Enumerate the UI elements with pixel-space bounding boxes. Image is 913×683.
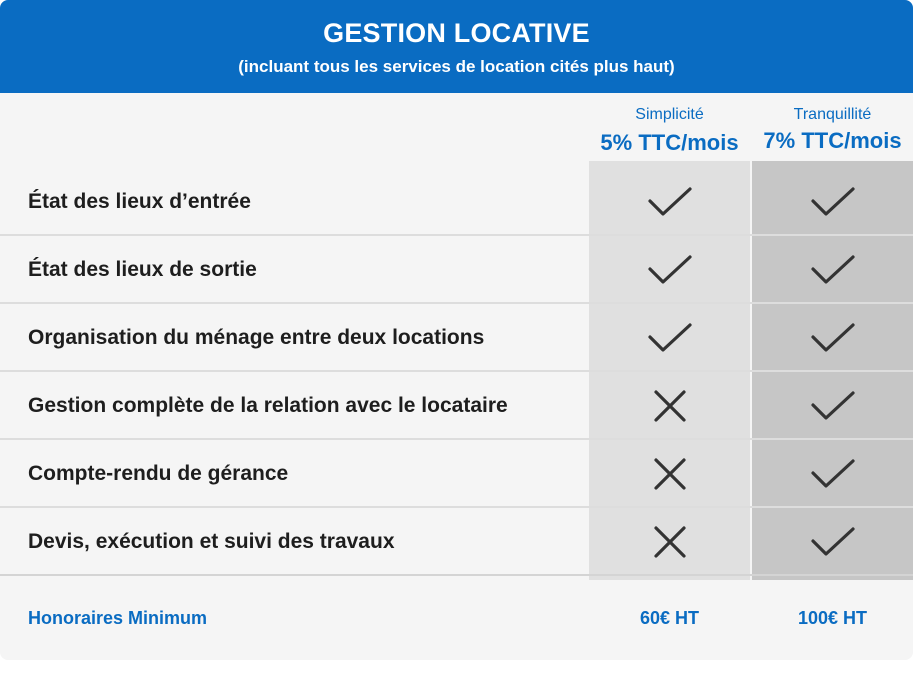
feature-row [0,440,913,508]
feature-label: État des lieux d’entrée [28,190,251,213]
simplicite-cell [589,236,750,304]
simplicite-cell [589,304,750,372]
check-icon [648,255,692,285]
feature-label: Devis, exécution et suivi des travaux [28,530,395,553]
cross-icon [653,457,687,491]
simplicite-cell [589,372,750,440]
feature-row [0,508,913,576]
tranquillite-cell [752,236,913,304]
check-icon [648,323,692,353]
tranquillite-cell [752,168,913,236]
feature-label: Compte-rendu de gérance [28,462,289,485]
tranquillite-cell [752,372,913,440]
plan-price-tranquillite: 7% TTC/mois [763,128,902,153]
cross-icon [653,525,687,559]
check-icon [811,459,855,489]
feature-row [0,236,913,304]
table-header [0,0,913,93]
simplicite-cell [589,168,750,236]
cross-icon [653,389,687,423]
feature-row [0,168,913,236]
feature-row [0,372,913,440]
check-icon [811,187,855,217]
plan-name-tranquillite: Tranquillité [793,106,872,123]
fee-simplicite: 60€ HT [639,608,700,628]
fee-tranquillite: 100€ HT [797,608,868,628]
check-icon [648,187,692,217]
plan-header-tranquillite [752,104,913,154]
simplicite-cell [589,440,750,508]
feature-label: Organisation du ménage entre deux locations [28,326,485,349]
plan-header-simplicite [589,104,750,156]
footer-label: Honoraires Minimum [28,608,208,628]
tranquillite-cell [752,304,913,372]
tranquillite-cell [752,440,913,508]
page-subtitle: (incluant tous les services de location cités plus haut) [238,57,675,76]
feature-row [0,304,913,372]
check-icon [811,527,855,557]
plan-name-simplicite: Simplicité [635,106,704,123]
row-divider [0,574,913,576]
check-icon [811,323,855,353]
page-title: GESTION LOCATIVE [323,18,590,48]
tranquillite-cell [752,508,913,576]
plan-price-simplicite: 5% TTC/mois [600,130,739,155]
feature-label: État des lieux de sortie [28,258,257,281]
simplicite-cell [589,508,750,576]
check-icon [811,391,855,421]
check-icon [811,255,855,285]
feature-label: Gestion complète de la relation avec le locataire [28,394,508,417]
